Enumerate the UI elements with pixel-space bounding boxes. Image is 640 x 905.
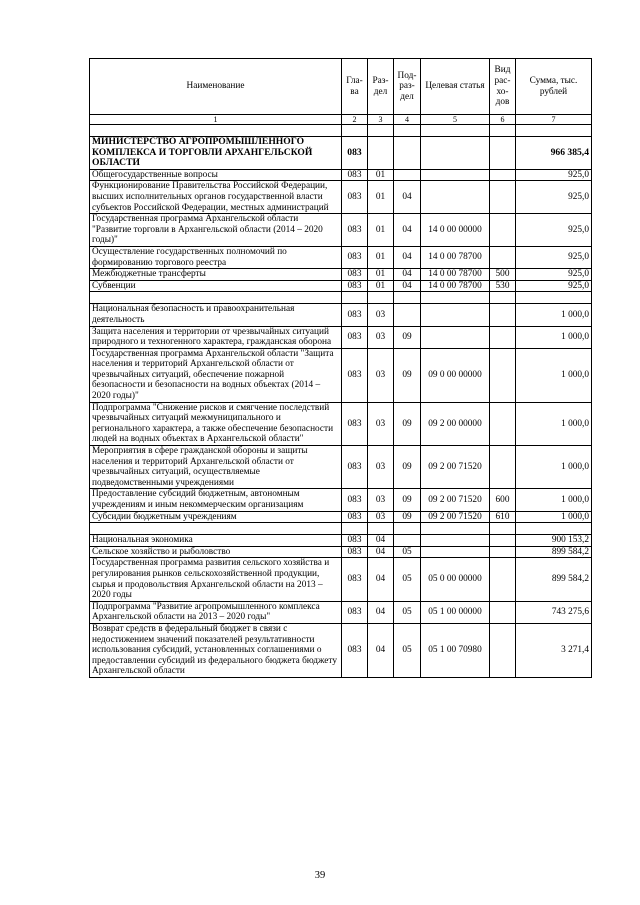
blank-row <box>90 125 592 137</box>
cell-name: Государственная программа Архангельской области "Развитие торговли в Архангельской области (2014 – 2020 годы)" <box>90 214 342 247</box>
cell-vid <box>490 601 516 623</box>
cell-vid <box>490 623 516 677</box>
table-row <box>90 169 592 181</box>
cell-name: Государственная программа Архангельской области "Защита населения и территорий Архангельской области от чрезвычайных ситуаций, обеспечение пожарной безопасности и безопасности на водных объектах (2014 – 2020 годы)" <box>90 348 342 402</box>
cell-razdel: 04 <box>368 535 394 547</box>
cell-sum: 1 000,0 <box>516 326 592 348</box>
cell-target: 05 1 00 70980 <box>421 623 490 677</box>
table-row <box>90 546 592 558</box>
cell-sum: 925,0 <box>516 280 592 292</box>
cell-sum: 1 000,0 <box>516 304 592 326</box>
cell-podrazdel: 09 <box>394 402 421 445</box>
cell-razdel: 03 <box>368 511 394 523</box>
cell-sum: 1 000,0 <box>516 489 592 511</box>
cell-name: Осуществление государственных полномочий по формированию торгового реестра <box>90 246 342 268</box>
table-row <box>90 181 592 214</box>
cell-name: Национальная экономика <box>90 535 342 547</box>
table-row <box>90 446 592 489</box>
cell-razdel: 01 <box>368 169 394 181</box>
cell-podrazdel <box>394 169 421 181</box>
cell-vid <box>490 292 516 304</box>
cell-glava <box>342 292 368 304</box>
cell-podrazdel: 04 <box>394 280 421 292</box>
cell-podrazdel: 05 <box>394 623 421 677</box>
cell-target: 14 0 00 78700 <box>421 246 490 268</box>
cell-razdel: 01 <box>368 246 394 268</box>
cell-glava <box>342 125 368 137</box>
cell-target: 14 0 00 78700 <box>421 280 490 292</box>
column-number: 2 <box>342 115 368 125</box>
table-row <box>90 535 592 547</box>
cell-name: Защита населения и территории от чрезвычайных ситуаций природного и техногенного характера, гражданская оборона <box>90 326 342 348</box>
cell-sum <box>516 125 592 137</box>
cell-vid <box>490 304 516 326</box>
table-row <box>90 214 592 247</box>
cell-vid <box>490 169 516 181</box>
cell-razdel: 03 <box>368 326 394 348</box>
cell-sum <box>516 292 592 304</box>
cell-glava: 083 <box>342 348 368 402</box>
cell-name: Государственная программа развития сельского хозяйства и регулирования рынков сельскохозяйственной продукции, сырья и продовольствия Архангельской области на 2013 – 2020 годы <box>90 558 342 601</box>
cell-podrazdel: 09 <box>394 489 421 511</box>
header-vid: Вид рас-хо-дов <box>490 59 516 115</box>
table-row <box>90 304 592 326</box>
cell-razdel: 01 <box>368 214 394 247</box>
cell-target: 14 0 00 00000 <box>421 214 490 247</box>
cell-target <box>421 535 490 547</box>
cell-glava: 083 <box>342 269 368 281</box>
cell-glava: 083 <box>342 535 368 547</box>
cell-target <box>421 181 490 214</box>
cell-glava: 083 <box>342 489 368 511</box>
table-row <box>90 623 592 677</box>
table-row <box>90 601 592 623</box>
cell-razdel <box>368 292 394 304</box>
column-number-row <box>90 115 592 125</box>
cell-sum: 899 584,2 <box>516 558 592 601</box>
cell-name: Подпрограмма "Снижение рисков и смягчение последствий чрезвычайных ситуаций межмуниципального и регионального характера, а также обеспечение безопасности людей на водных объектах в Архангельской области" <box>90 402 342 445</box>
cell-name: Подпрограмма "Развитие агропромышленного комплекса Архангельской области на 2013 – 2020 годы" <box>90 601 342 623</box>
cell-sum: 925,0 <box>516 246 592 268</box>
cell-sum: 925,0 <box>516 214 592 247</box>
cell-vid <box>490 523 516 535</box>
table-row <box>90 280 592 292</box>
cell-podrazdel: 05 <box>394 601 421 623</box>
cell-sum: 1 000,0 <box>516 446 592 489</box>
cell-razdel: 01 <box>368 269 394 281</box>
cell-podrazdel: 09 <box>394 326 421 348</box>
page-number: 39 <box>314 870 326 881</box>
cell-glava: 083 <box>342 623 368 677</box>
cell-vid <box>490 137 516 170</box>
cell-sum <box>516 523 592 535</box>
cell-glava: 083 <box>342 601 368 623</box>
cell-podrazdel <box>394 304 421 326</box>
cell-target <box>421 137 490 170</box>
cell-vid <box>490 348 516 402</box>
cell-name: Сельское хозяйство и рыболовство <box>90 546 342 558</box>
cell-glava: 083 <box>342 181 368 214</box>
cell-vid <box>490 326 516 348</box>
cell-podrazdel <box>394 535 421 547</box>
cell-razdel: 03 <box>368 402 394 445</box>
cell-target: 09 0 00 00000 <box>421 348 490 402</box>
cell-target: 09 2 00 71520 <box>421 489 490 511</box>
cell-podrazdel: 04 <box>394 181 421 214</box>
cell-target <box>421 326 490 348</box>
cell-vid: 500 <box>490 269 516 281</box>
cell-name <box>90 523 342 535</box>
cell-glava: 083 <box>342 214 368 247</box>
cell-razdel: 04 <box>368 601 394 623</box>
cell-glava: 083 <box>342 446 368 489</box>
cell-podrazdel: 05 <box>394 546 421 558</box>
cell-glava: 083 <box>342 246 368 268</box>
cell-name: Мероприятия в сфере гражданской обороны и защиты населения и территорий Архангельской области от чрезвычайных ситуаций, осуществляемые подведомственными учреждениями <box>90 446 342 489</box>
header-sum: Сумма, тыс. рублей <box>516 59 592 115</box>
cell-glava: 083 <box>342 402 368 445</box>
header-razdel: Раз-дел <box>368 59 394 115</box>
column-number: 6 <box>490 115 516 125</box>
cell-sum: 925,0 <box>516 269 592 281</box>
cell-name: Возврат средств в федеральный бюджет в связи с недостижением значений показателей результативности использования субсидий, установленных соглашениями о предоставлении субсидий из федерального бюджета бюджету Архангельской области <box>90 623 342 677</box>
cell-glava <box>342 523 368 535</box>
cell-target: 05 1 00 00000 <box>421 601 490 623</box>
cell-glava: 083 <box>342 137 368 170</box>
cell-sum: 925,0 <box>516 169 592 181</box>
cell-target: 09 2 00 71520 <box>421 446 490 489</box>
cell-podrazdel: 09 <box>394 348 421 402</box>
cell-razdel: 03 <box>368 348 394 402</box>
cell-sum: 966 385,4 <box>516 137 592 170</box>
cell-vid <box>490 125 516 137</box>
cell-sum: 3 271,4 <box>516 623 592 677</box>
cell-podrazdel <box>394 292 421 304</box>
cell-sum: 1 000,0 <box>516 402 592 445</box>
cell-sum: 743 275,6 <box>516 601 592 623</box>
cell-target: 09 2 00 00000 <box>421 402 490 445</box>
cell-vid <box>490 214 516 247</box>
cell-target: 09 2 00 71520 <box>421 511 490 523</box>
table-row <box>90 246 592 268</box>
cell-razdel <box>368 523 394 535</box>
cell-glava: 083 <box>342 558 368 601</box>
header-row <box>90 59 592 115</box>
table-row <box>90 558 592 601</box>
cell-podrazdel: 05 <box>394 558 421 601</box>
cell-glava: 083 <box>342 169 368 181</box>
cell-vid <box>490 558 516 601</box>
cell-vid: 610 <box>490 511 516 523</box>
cell-target <box>421 304 490 326</box>
cell-razdel <box>368 125 394 137</box>
cell-glava: 083 <box>342 326 368 348</box>
cell-target: 05 0 00 00000 <box>421 558 490 601</box>
cell-vid: 600 <box>490 489 516 511</box>
cell-razdel: 04 <box>368 558 394 601</box>
cell-podrazdel <box>394 125 421 137</box>
cell-target <box>421 169 490 181</box>
cell-razdel: 03 <box>368 446 394 489</box>
header-name: Наименование <box>90 59 342 115</box>
header-target: Целевая статья <box>421 59 490 115</box>
table-row <box>90 137 592 170</box>
table-row <box>90 326 592 348</box>
cell-vid <box>490 446 516 489</box>
cell-name: Национальная безопасность и правоохранительная деятельность <box>90 304 342 326</box>
header-glava: Гла-ва <box>342 59 368 115</box>
budget-table <box>89 58 592 678</box>
cell-name: Функционирование Правительства Российской Федерации, высших исполнительных органов государственной власти субъектов Российской Федерации, местных администраций <box>90 181 342 214</box>
cell-razdel: 04 <box>368 623 394 677</box>
cell-glava: 083 <box>342 280 368 292</box>
cell-glava: 083 <box>342 304 368 326</box>
cell-podrazdel <box>394 137 421 170</box>
blank-row <box>90 523 592 535</box>
column-number: 7 <box>516 115 592 125</box>
cell-target <box>421 546 490 558</box>
table-row <box>90 402 592 445</box>
cell-podrazdel: 09 <box>394 511 421 523</box>
column-number: 4 <box>394 115 421 125</box>
table-row <box>90 269 592 281</box>
cell-razdel: 03 <box>368 489 394 511</box>
cell-vid <box>490 546 516 558</box>
cell-name: Субсидии бюджетным учреждениям <box>90 511 342 523</box>
cell-glava: 083 <box>342 546 368 558</box>
cell-sum: 1 000,0 <box>516 511 592 523</box>
cell-vid: 530 <box>490 280 516 292</box>
cell-podrazdel: 04 <box>394 246 421 268</box>
cell-name: Общегосударственные вопросы <box>90 169 342 181</box>
table-row <box>90 511 592 523</box>
column-number: 3 <box>368 115 394 125</box>
column-number: 5 <box>421 115 490 125</box>
cell-name: Предоставление субсидий бюджетным, автономным учреждениям и иным некоммерческим организациям <box>90 489 342 511</box>
cell-target: 14 0 00 78700 <box>421 269 490 281</box>
cell-vid <box>490 402 516 445</box>
table-body <box>90 125 592 678</box>
cell-vid <box>490 535 516 547</box>
cell-target <box>421 292 490 304</box>
cell-razdel: 01 <box>368 181 394 214</box>
cell-razdel <box>368 137 394 170</box>
cell-name: Субвенции <box>90 280 342 292</box>
cell-name: МИНИСТЕРСТВО АГРОПРОМЫШЛЕННОГО КОМПЛЕКСА И ТОРГОВЛИ АРХАНГЕЛЬСКОЙ ОБЛАСТИ <box>90 137 342 170</box>
cell-razdel: 01 <box>368 280 394 292</box>
cell-vid <box>490 246 516 268</box>
cell-sum: 899 584,2 <box>516 546 592 558</box>
cell-vid <box>490 181 516 214</box>
cell-sum: 900 153,2 <box>516 535 592 547</box>
column-number: 1 <box>90 115 342 125</box>
cell-podrazdel: 09 <box>394 446 421 489</box>
cell-razdel: 04 <box>368 546 394 558</box>
table-row <box>90 348 592 402</box>
header-podrazdel: Под-раз-дел <box>394 59 421 115</box>
cell-sum: 925,0 <box>516 181 592 214</box>
cell-glava: 083 <box>342 511 368 523</box>
cell-name <box>90 292 342 304</box>
blank-row <box>90 292 592 304</box>
cell-target <box>421 125 490 137</box>
cell-target <box>421 523 490 535</box>
cell-podrazdel: 04 <box>394 269 421 281</box>
cell-name: Межбюджетные трансферты <box>90 269 342 281</box>
cell-sum: 1 000,0 <box>516 348 592 402</box>
table-row <box>90 489 592 511</box>
cell-name <box>90 125 342 137</box>
cell-podrazdel: 04 <box>394 214 421 247</box>
cell-razdel: 03 <box>368 304 394 326</box>
cell-podrazdel <box>394 523 421 535</box>
